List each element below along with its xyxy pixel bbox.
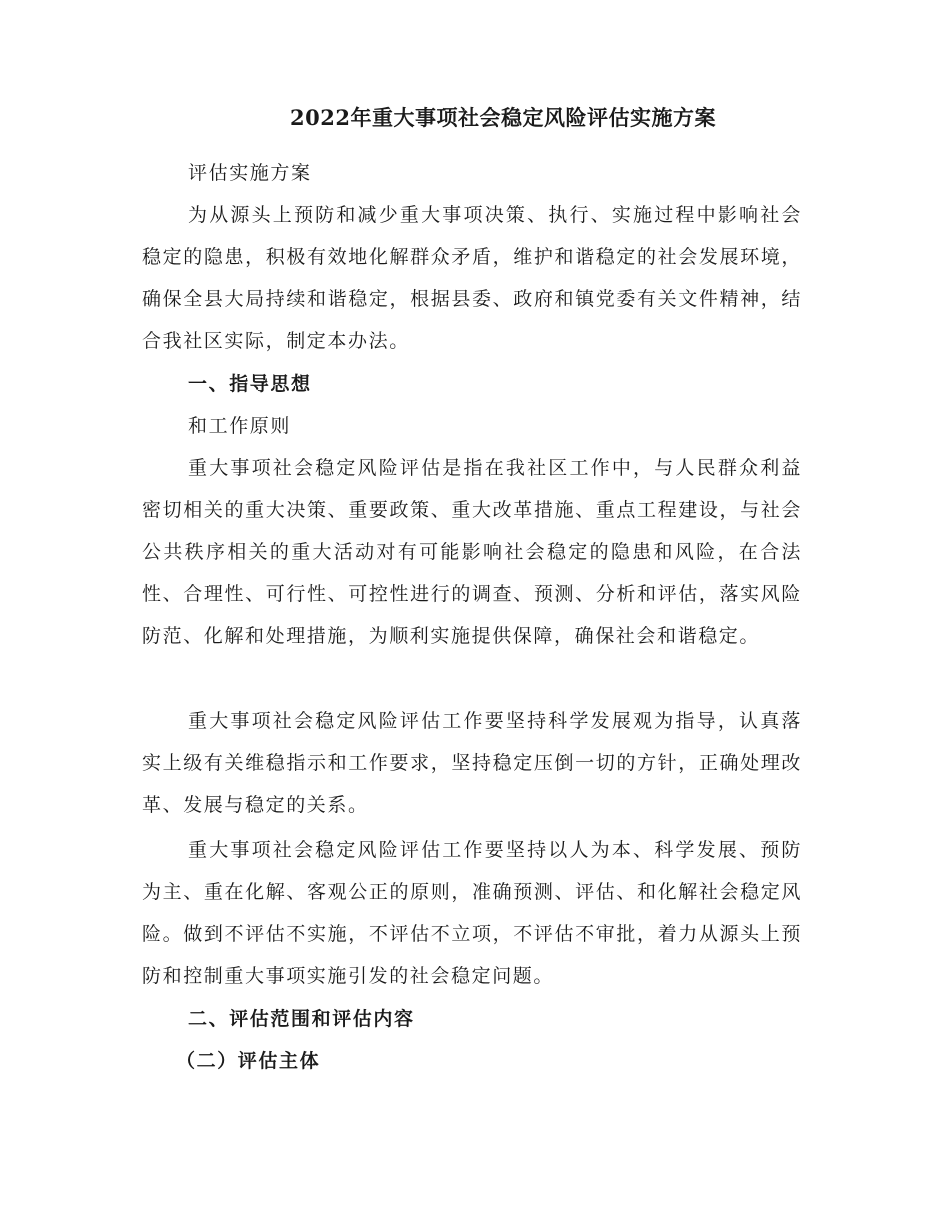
section-heading-1-continuation: 和工作原则 [188, 415, 292, 437]
section-heading-2: 二、评估范围和评估内容 [188, 1008, 415, 1030]
paragraph-2: 重大事项社会稳定风险评估工作要坚持科学发展观为指导，认真落实上级有关维稳指示和工作要求，坚持稳定压倒一切的方针，正确处理改革、发展与稳定的关系。 [142, 710, 802, 816]
section-heading-1: 一、指导思想 [188, 373, 312, 395]
paragraph-1: 重大事项社会稳定风险评估是指在我社区工作中，与人民群众利益密切相关的重大决策、重要政策、重大改革措施、重点工程建设，与社会公共秩序相关的重大活动对有可能影响社会稳定的隐患和风险，在合法性、合理性、可行性、可控性进行的调查、预测、分析和评估，落实风险防范、化解和处理措施，为顺利实施提供保障，确保社会和谐稳定。 [142, 457, 802, 647]
subsection-heading: （二）评估主体 [176, 1050, 321, 1072]
paragraph-intro: 为从源头上预防和减少重大事项决策、执行、实施过程中影响社会稳定的隐患，积极有效地化解群众矛盾，维护和谐稳定的社会发展环境，确保全县大局持续和谐稳定，根据县委、政府和镇党委有关文件精神，结合我社区实际，制定本办法。 [142, 204, 802, 352]
document-subtitle: 评估实施方案 [188, 162, 312, 184]
document-title: 2022年重大事项社会稳定风险评估实施方案 [290, 105, 716, 130]
paragraph-3: 重大事项社会稳定风险评估工作要坚持以人为本、科学发展、预防为主、重在化解、客观公正的原则，准确预测、评估、和化解社会稳定风险。做到不评估不实施，不评估不立项，不评估不审批，着力从源头上预防和控制重大事项实施引发的社会稳定问题。 [142, 839, 802, 987]
